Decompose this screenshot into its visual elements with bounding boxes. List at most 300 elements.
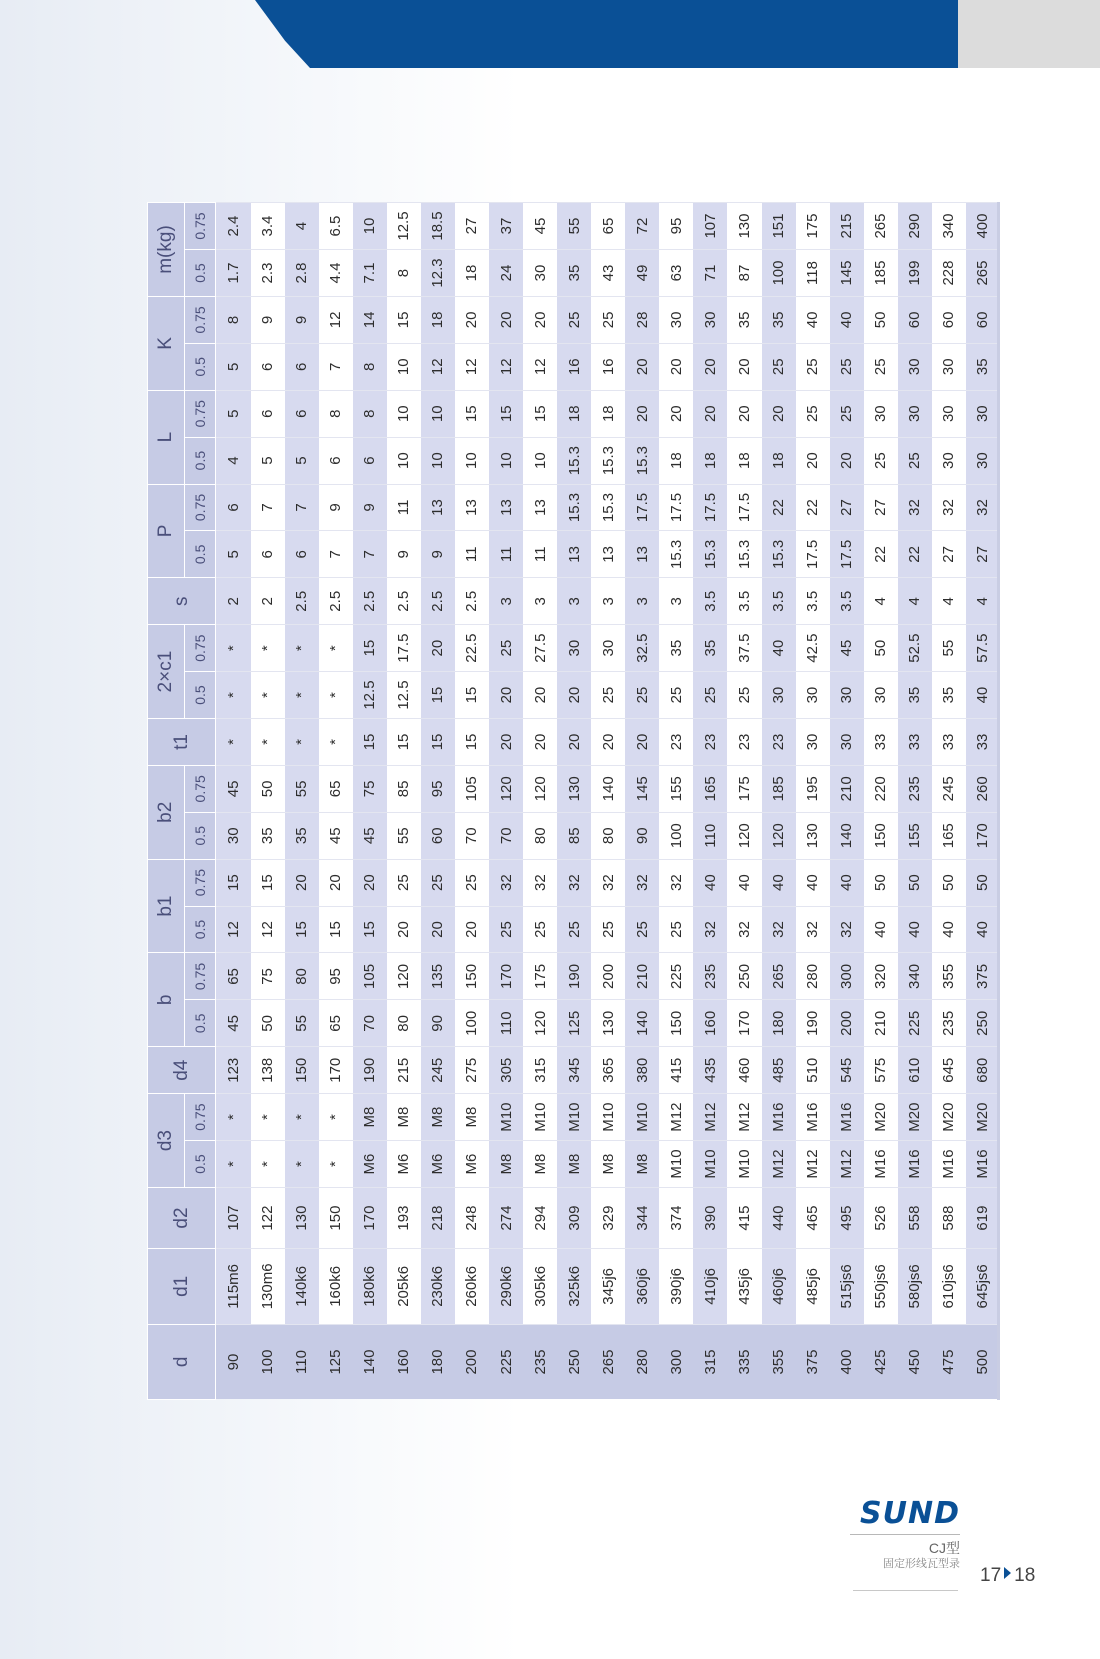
table-cell: 30 — [523, 250, 557, 297]
table-cell: 40 — [932, 906, 966, 953]
table-cell: 20 — [557, 672, 591, 719]
subheader-b-a: 0.5 — [185, 1000, 216, 1047]
table-cell: 80 — [523, 812, 557, 859]
table-cell: 35 — [659, 625, 693, 672]
table-cell: 20 — [625, 343, 659, 390]
table-cell: 32 — [625, 859, 659, 906]
table-row — [762, 203, 796, 1400]
table-cell: 30 — [591, 625, 625, 672]
table-cell: 30 — [966, 437, 1000, 484]
table-cell: 645js6 — [966, 1249, 1000, 1324]
table-cell: 340 — [898, 953, 932, 1000]
table-cell: 20 — [421, 625, 455, 672]
subheader-k-b: 0.75 — [185, 296, 216, 343]
table-cell: 160 — [693, 1000, 727, 1047]
table-cell: 85 — [387, 765, 421, 812]
table-cell: 18 — [659, 437, 693, 484]
table-cell: 120 — [727, 812, 761, 859]
table-cell: M6 — [455, 1141, 489, 1188]
table-cell: 575 — [864, 1047, 898, 1094]
table-cell: 123 — [216, 1047, 251, 1094]
table-cell: 225 — [489, 1324, 523, 1399]
table-cell: 20 — [796, 437, 830, 484]
table-cell: M8 — [387, 1094, 421, 1141]
table-cell: 12.5 — [387, 203, 421, 250]
table-cell: M6 — [421, 1141, 455, 1188]
table-cell: 105 — [455, 765, 489, 812]
table-cell: 7.1 — [353, 250, 387, 297]
table-cell: 13 — [455, 484, 489, 531]
table-cell: 13 — [489, 484, 523, 531]
table-cell: 6 — [285, 390, 319, 437]
table-cell: * — [285, 1094, 319, 1141]
table-cell: 4 — [864, 578, 898, 625]
table-cell: 20 — [830, 437, 864, 484]
table-cell: 9 — [251, 296, 285, 343]
table-cell: 25 — [591, 672, 625, 719]
table-cell: 25 — [591, 296, 625, 343]
table-cell: M16 — [762, 1094, 796, 1141]
table-cell: 30 — [932, 390, 966, 437]
table-cell: 15 — [353, 906, 387, 953]
table-cell: 175 — [523, 953, 557, 1000]
table-cell: * — [251, 719, 285, 766]
table-cell: 300 — [659, 1324, 693, 1399]
table-cell: 27 — [455, 203, 489, 250]
table-cell: 150 — [319, 1187, 353, 1248]
table-cell: 25 — [489, 625, 523, 672]
table-cell: 12 — [216, 906, 251, 953]
table-cell: 619 — [966, 1187, 1000, 1248]
table-cell: 12 — [455, 343, 489, 390]
table-cell: 365 — [591, 1047, 625, 1094]
table-cell: 71 — [693, 250, 727, 297]
table-cell: 17.5 — [796, 531, 830, 578]
table-cell: 130 — [591, 1000, 625, 1047]
table-cell: 40 — [966, 906, 1000, 953]
table-cell: 20 — [727, 390, 761, 437]
table-row — [421, 203, 455, 1400]
dimension-table — [147, 202, 1000, 1400]
table-cell: 25 — [693, 672, 727, 719]
table-cell: 25 — [762, 343, 796, 390]
table-cell: 55 — [387, 812, 421, 859]
table-cell: * — [251, 625, 285, 672]
table-cell: 220 — [864, 765, 898, 812]
table-cell: 15.3 — [591, 484, 625, 531]
table-cell: 32 — [727, 906, 761, 953]
table-cell: 15 — [523, 390, 557, 437]
table-cell: 37 — [489, 203, 523, 250]
table-cell: 2.5 — [421, 578, 455, 625]
table-cell: 180 — [762, 1000, 796, 1047]
table-cell: 215 — [387, 1047, 421, 1094]
table-cell: 40 — [864, 906, 898, 953]
spec-table-container — [147, 202, 1000, 1400]
table-cell: 8 — [353, 343, 387, 390]
table-cell: 160k6 — [319, 1249, 353, 1324]
table-cell: 9 — [285, 296, 319, 343]
table-cell: 90 — [216, 1324, 251, 1399]
table-cell: 340 — [932, 203, 966, 250]
table-cell: 130 — [285, 1187, 319, 1248]
table-cell: 2 — [251, 578, 285, 625]
table-cell: 170 — [319, 1047, 353, 1094]
table-cell: 120 — [762, 812, 796, 859]
table-cell: 11 — [523, 531, 557, 578]
page-left: 17 — [980, 1565, 1002, 1586]
table-cell: 72 — [625, 203, 659, 250]
table-cell: M10 — [625, 1094, 659, 1141]
table-cell: 70 — [489, 812, 523, 859]
table-cell: M20 — [932, 1094, 966, 1141]
subheader-m-a: 0.5 — [185, 250, 216, 297]
table-cell: 200 — [830, 1000, 864, 1047]
table-cell: 50 — [864, 859, 898, 906]
table-cell: 20 — [625, 719, 659, 766]
table-cell: 28 — [625, 296, 659, 343]
table-cell: 140 — [591, 765, 625, 812]
table-cell: 460 — [727, 1047, 761, 1094]
table-cell: 50 — [864, 296, 898, 343]
table-cell: 9 — [353, 484, 387, 531]
table-cell: 3 — [557, 578, 591, 625]
table-cell: 15 — [489, 390, 523, 437]
table-cell: 5 — [251, 437, 285, 484]
table-cell: 25 — [659, 906, 693, 953]
table-cell: 95 — [421, 765, 455, 812]
table-cell: 80 — [285, 953, 319, 1000]
table-cell: 33 — [864, 719, 898, 766]
table-cell: 294 — [523, 1187, 557, 1248]
table-row — [591, 203, 625, 1400]
table-cell: 4 — [898, 578, 932, 625]
table-cell: 130 — [796, 812, 830, 859]
table-cell: 140k6 — [285, 1249, 319, 1324]
table-cell: 25 — [864, 343, 898, 390]
table-cell: 110 — [285, 1324, 319, 1399]
table-cell: * — [216, 625, 251, 672]
table-cell: 180k6 — [353, 1249, 387, 1324]
table-cell: 3.5 — [796, 578, 830, 625]
table-cell: 190 — [353, 1047, 387, 1094]
table-cell: M8 — [353, 1094, 387, 1141]
table-cell: M10 — [591, 1094, 625, 1141]
table-cell: 435 — [693, 1047, 727, 1094]
table-cell: 40 — [693, 859, 727, 906]
table-row — [455, 203, 489, 1400]
table-cell: 9 — [421, 531, 455, 578]
table-cell: 170 — [353, 1187, 387, 1248]
table-cell: 65 — [591, 203, 625, 250]
table-cell: 6 — [251, 343, 285, 390]
table-row — [625, 203, 659, 1400]
table-cell: 280 — [796, 953, 830, 1000]
table-cell: 40 — [762, 859, 796, 906]
table-cell: 8 — [387, 250, 421, 297]
table-cell: 6 — [319, 437, 353, 484]
table-cell: 20 — [693, 390, 727, 437]
table-cell: 60 — [932, 296, 966, 343]
header-b1: b1 — [148, 859, 185, 953]
table-cell: 235 — [693, 953, 727, 1000]
table-cell: 32 — [557, 859, 591, 906]
table-row — [693, 203, 727, 1400]
table-cell: 32 — [762, 906, 796, 953]
table-cell: 274 — [489, 1187, 523, 1248]
table-cell: 7 — [285, 484, 319, 531]
table-cell: M10 — [523, 1094, 557, 1141]
table-cell: M10 — [557, 1094, 591, 1141]
table-cell: 20 — [489, 672, 523, 719]
table-row — [864, 203, 898, 1400]
table-cell: 588 — [932, 1187, 966, 1248]
table-cell: 15.3 — [591, 437, 625, 484]
table-cell: 25 — [659, 672, 693, 719]
table-cell: 3 — [625, 578, 659, 625]
table-cell: 200 — [455, 1324, 489, 1399]
table-cell: 2 — [216, 578, 251, 625]
table-cell: 290 — [898, 203, 932, 250]
table-cell: 170 — [727, 1000, 761, 1047]
table-cell: 33 — [966, 719, 1000, 766]
table-cell: 250 — [966, 1000, 1000, 1047]
table-cell: 2.5 — [387, 578, 421, 625]
table-cell: * — [319, 1094, 353, 1141]
table-cell: 87 — [727, 250, 761, 297]
table-cell: 15 — [421, 672, 455, 719]
table-cell: 3 — [659, 578, 693, 625]
table-cell: * — [216, 1141, 251, 1188]
table-cell: 22 — [898, 531, 932, 578]
table-cell: 30 — [898, 390, 932, 437]
table-cell: 4 — [932, 578, 966, 625]
table-cell: 24 — [489, 250, 523, 297]
table-cell: 4.4 — [319, 250, 353, 297]
table-cell: 20 — [625, 390, 659, 437]
table-row — [830, 203, 864, 1400]
table-cell: 52.5 — [898, 625, 932, 672]
catalog-label: 固定形线瓦型录 — [883, 1558, 960, 1570]
table-cell: 40 — [830, 859, 864, 906]
table-cell: 7 — [353, 531, 387, 578]
table-cell: 45 — [353, 812, 387, 859]
table-cell: 120 — [523, 1000, 557, 1047]
table-cell: 20 — [319, 859, 353, 906]
table-cell: 60 — [966, 296, 1000, 343]
table-cell: 325k6 — [557, 1249, 591, 1324]
table-cell: 25 — [898, 437, 932, 484]
table-cell: 610 — [898, 1047, 932, 1094]
table-cell: 7 — [319, 531, 353, 578]
table-cell: * — [319, 672, 353, 719]
subheader-m-b: 0.75 — [185, 203, 216, 250]
table-row — [216, 203, 251, 1400]
table-cell: 65 — [216, 953, 251, 1000]
table-cell: 6 — [285, 531, 319, 578]
header-k: K — [148, 296, 185, 390]
table-cell: 95 — [319, 953, 353, 1000]
table-cell: 33 — [898, 719, 932, 766]
table-cell: M10 — [727, 1141, 761, 1188]
series-label: CJ型 — [928, 1540, 960, 1556]
table-cell: 6 — [251, 531, 285, 578]
table-cell: 105 — [353, 953, 387, 1000]
table-cell: 400 — [830, 1324, 864, 1399]
table-cell: 30 — [796, 719, 830, 766]
table-cell: 5 — [216, 343, 251, 390]
table-cell: 2.5 — [319, 578, 353, 625]
table-cell: 16 — [557, 343, 591, 390]
table-cell: 3 — [523, 578, 557, 625]
table-cell: 7 — [251, 484, 285, 531]
table-cell: 32 — [693, 906, 727, 953]
table-cell: * — [251, 1141, 285, 1188]
table-cell: 510 — [796, 1047, 830, 1094]
table-cell: 15 — [387, 719, 421, 766]
table-cell: 355 — [932, 953, 966, 1000]
table-cell: 415 — [727, 1187, 761, 1248]
table-cell: 25 — [864, 437, 898, 484]
table-cell: 335 — [727, 1324, 761, 1399]
table-cell: 329 — [591, 1187, 625, 1248]
table-cell: M20 — [864, 1094, 898, 1141]
header-p: P — [148, 484, 185, 578]
table-cell: 2.5 — [455, 578, 489, 625]
table-cell: 30 — [796, 672, 830, 719]
table-cell: 27 — [932, 531, 966, 578]
table-cell: 13 — [523, 484, 557, 531]
header-b2: b2 — [148, 765, 185, 859]
table-cell: 40 — [762, 625, 796, 672]
page-numbers — [980, 1565, 1035, 1587]
subheader-k-a: 0.5 — [185, 343, 216, 390]
table-cell: 20 — [489, 719, 523, 766]
table-cell: 18 — [693, 437, 727, 484]
table-cell: 15.3 — [693, 531, 727, 578]
table-cell: M12 — [796, 1141, 830, 1188]
table-cell: 475 — [932, 1324, 966, 1399]
table-cell: 5 — [285, 437, 319, 484]
header-d1: d1 — [148, 1249, 216, 1324]
table-cell: * — [251, 672, 285, 719]
table-cell: 30 — [762, 672, 796, 719]
table-cell: 40 — [796, 296, 830, 343]
table-cell: 17.5 — [625, 484, 659, 531]
table-cell: M6 — [387, 1141, 421, 1188]
table-row — [319, 203, 353, 1400]
table-cell: M10 — [693, 1141, 727, 1188]
table-cell: 17.5 — [387, 625, 421, 672]
table-cell: 12.3 — [421, 250, 455, 297]
table-cell: 25 — [387, 859, 421, 906]
table-cell: 11 — [387, 484, 421, 531]
table-cell: 4 — [966, 578, 1000, 625]
table-cell: 345j6 — [591, 1249, 625, 1324]
table-cell: * — [216, 719, 251, 766]
table-cell: M8 — [523, 1141, 557, 1188]
table-cell: 63 — [659, 250, 693, 297]
table-cell: 205k6 — [387, 1249, 421, 1324]
table-cell: 110 — [693, 812, 727, 859]
table-cell: 107 — [693, 203, 727, 250]
table-cell: 199 — [898, 250, 932, 297]
brand-block — [850, 1498, 960, 1571]
table-cell: 375 — [796, 1324, 830, 1399]
table-cell: 20 — [523, 719, 557, 766]
table-cell: 345 — [557, 1047, 591, 1094]
table-cell: 25 — [830, 343, 864, 390]
table-cell: 100 — [659, 812, 693, 859]
table-cell: 435j6 — [727, 1249, 761, 1324]
table-cell: 70 — [353, 1000, 387, 1047]
table-cell: 15 — [353, 625, 387, 672]
table-cell: 25 — [557, 906, 591, 953]
table-cell: 49 — [625, 250, 659, 297]
table-cell: 550js6 — [864, 1249, 898, 1324]
table-cell: 415 — [659, 1047, 693, 1094]
table-cell: 225 — [659, 953, 693, 1000]
table-cell: 526 — [864, 1187, 898, 1248]
table-cell: 10 — [455, 437, 489, 484]
table-cell: 30 — [966, 390, 1000, 437]
table-cell: 32.5 — [625, 625, 659, 672]
header-d2: d2 — [148, 1187, 216, 1248]
table-cell: 20 — [285, 859, 319, 906]
table-cell: 10 — [353, 203, 387, 250]
table-cell: M20 — [966, 1094, 1000, 1141]
table-cell: 27 — [864, 484, 898, 531]
top-gray-block — [958, 0, 1100, 68]
table-cell: 120 — [489, 765, 523, 812]
table-cell: 2.8 — [285, 250, 319, 297]
table-cell: 25 — [796, 343, 830, 390]
table-cell: 10 — [523, 437, 557, 484]
page-arrow-icon — [1004, 1567, 1011, 1579]
table-cell: 18.5 — [421, 203, 455, 250]
table-cell: 193 — [387, 1187, 421, 1248]
table-cell: 15.3 — [625, 437, 659, 484]
table-cell: 180 — [421, 1324, 455, 1399]
table-cell: M16 — [932, 1141, 966, 1188]
table-cell: 218 — [421, 1187, 455, 1248]
table-cell: M8 — [557, 1141, 591, 1188]
table-cell: 460j6 — [762, 1249, 796, 1324]
table-cell: 305k6 — [523, 1249, 557, 1324]
header-d3: d3 — [148, 1094, 185, 1188]
table-cell: 30 — [932, 437, 966, 484]
table-cell: 32 — [523, 859, 557, 906]
table-cell: 3.5 — [762, 578, 796, 625]
table-cell: 3.5 — [693, 578, 727, 625]
table-row — [966, 203, 1000, 1400]
table-row — [251, 203, 285, 1400]
table-cell: 17.5 — [727, 484, 761, 531]
table-cell: 30 — [830, 719, 864, 766]
table-cell: 55 — [285, 765, 319, 812]
table-cell: 185 — [762, 765, 796, 812]
table-cell: M16 — [966, 1141, 1000, 1188]
subheader-c1-a: 0.5 — [185, 672, 216, 719]
table-cell: 260 — [966, 765, 1000, 812]
table-cell: 25 — [625, 906, 659, 953]
table-cell: 245 — [421, 1047, 455, 1094]
table-cell: 8 — [319, 390, 353, 437]
table-row — [898, 203, 932, 1400]
table-cell: 22.5 — [455, 625, 489, 672]
table-cell: 3.4 — [251, 203, 285, 250]
table-cell: 309 — [557, 1187, 591, 1248]
